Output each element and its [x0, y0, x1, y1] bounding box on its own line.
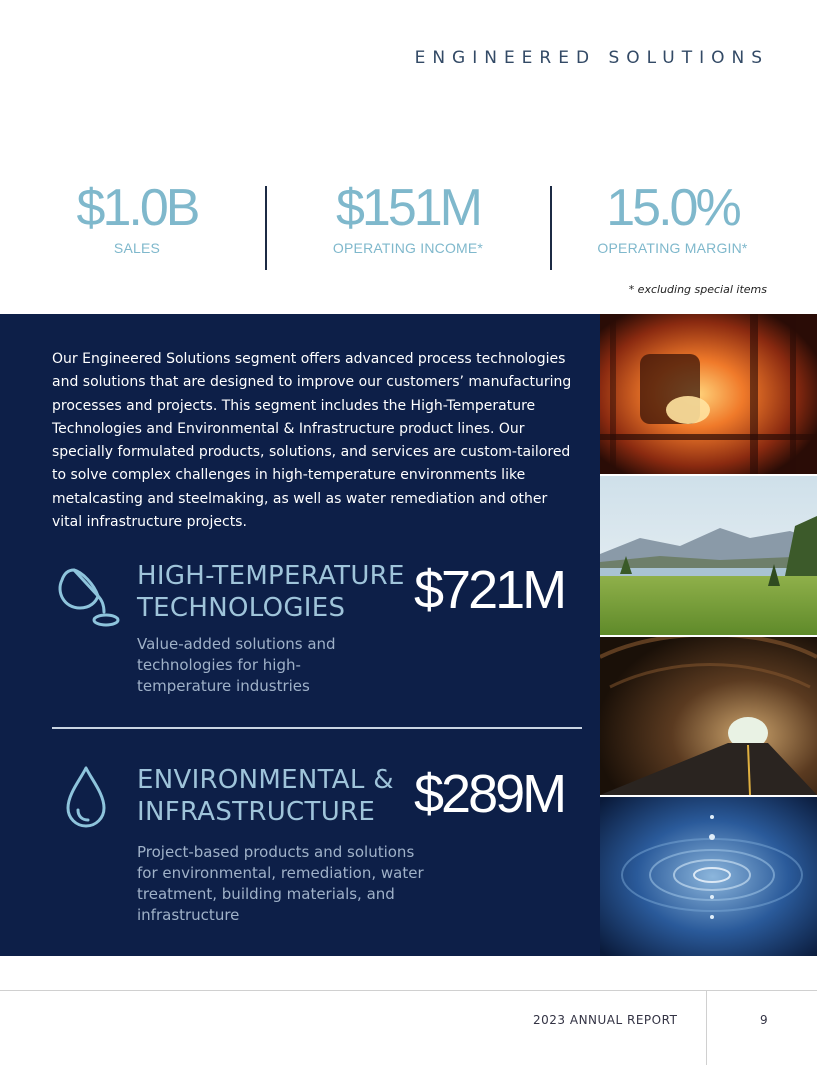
stat-sales [62, 180, 212, 256]
stat-label: OPERATING MARGIN* [597, 240, 748, 256]
photo-column [600, 314, 817, 956]
footer-report-title: 2023 ANNUAL REPORT [533, 1013, 678, 1027]
stat-divider [550, 186, 552, 270]
segment-panel [0, 314, 600, 956]
stat-label: OPERATING INCOME* [332, 240, 484, 256]
footer-vertical-divider [706, 990, 707, 1065]
stat-divider [265, 186, 267, 270]
footer-divider [0, 990, 817, 991]
product-name [137, 560, 407, 624]
stat-value: 15.0% [606, 179, 739, 237]
segment-title: ENGINEERED SOLUTIONS [414, 48, 769, 68]
page-number: 9 [760, 1013, 768, 1027]
footnote: * excluding special items [628, 283, 767, 296]
steel-mill-photo [600, 314, 817, 474]
product-name-line: HIGH-TEMPERATURE [137, 561, 405, 591]
product-name-line: ENVIRONMENTAL & [137, 765, 394, 795]
product-name-line: TECHNOLOGIES [137, 593, 346, 623]
water-ripple-photo [600, 797, 817, 956]
stat-value: $151M [336, 179, 480, 237]
product-sales-value: $721M [414, 560, 565, 620]
water-drop-icon [52, 762, 124, 834]
lake-landscape-photo [600, 476, 817, 635]
intro-paragraph: Our Engineered Solutions segment offers advanced process technologies and solutions that are designed to improve our customers’ manufacturing processes and projects. This segment includes the High-Temperature Technologies and Environmental & Infrastructure product lines. Our specially formulated products, solutions, and services are custom-tailored to solve complex challenges in high-temperature environments like metalcasting and steelmaking, as well as water remediation and other vital infrastructure projects. [52, 351, 572, 531]
tunnel-photo [600, 637, 817, 795]
stat-operating-margin [590, 180, 755, 256]
product-description: Value-added solutions and technologies for high-temperature industries [137, 635, 336, 695]
product-sales-value: $289M [414, 764, 565, 824]
stat-value: $1.0B [76, 179, 198, 237]
product-name-line: INFRASTRUCTURE [137, 797, 376, 827]
key-stats [0, 180, 817, 275]
stat-label: SALES [113, 240, 161, 256]
product-name [137, 764, 407, 828]
pouring-ladle-icon [52, 558, 124, 630]
product-divider [52, 727, 582, 729]
stat-operating-income [318, 180, 498, 256]
product-description: Project-based products and solutions for environmental, remediation, water treatment, building materials, and infrastructure [137, 843, 424, 924]
